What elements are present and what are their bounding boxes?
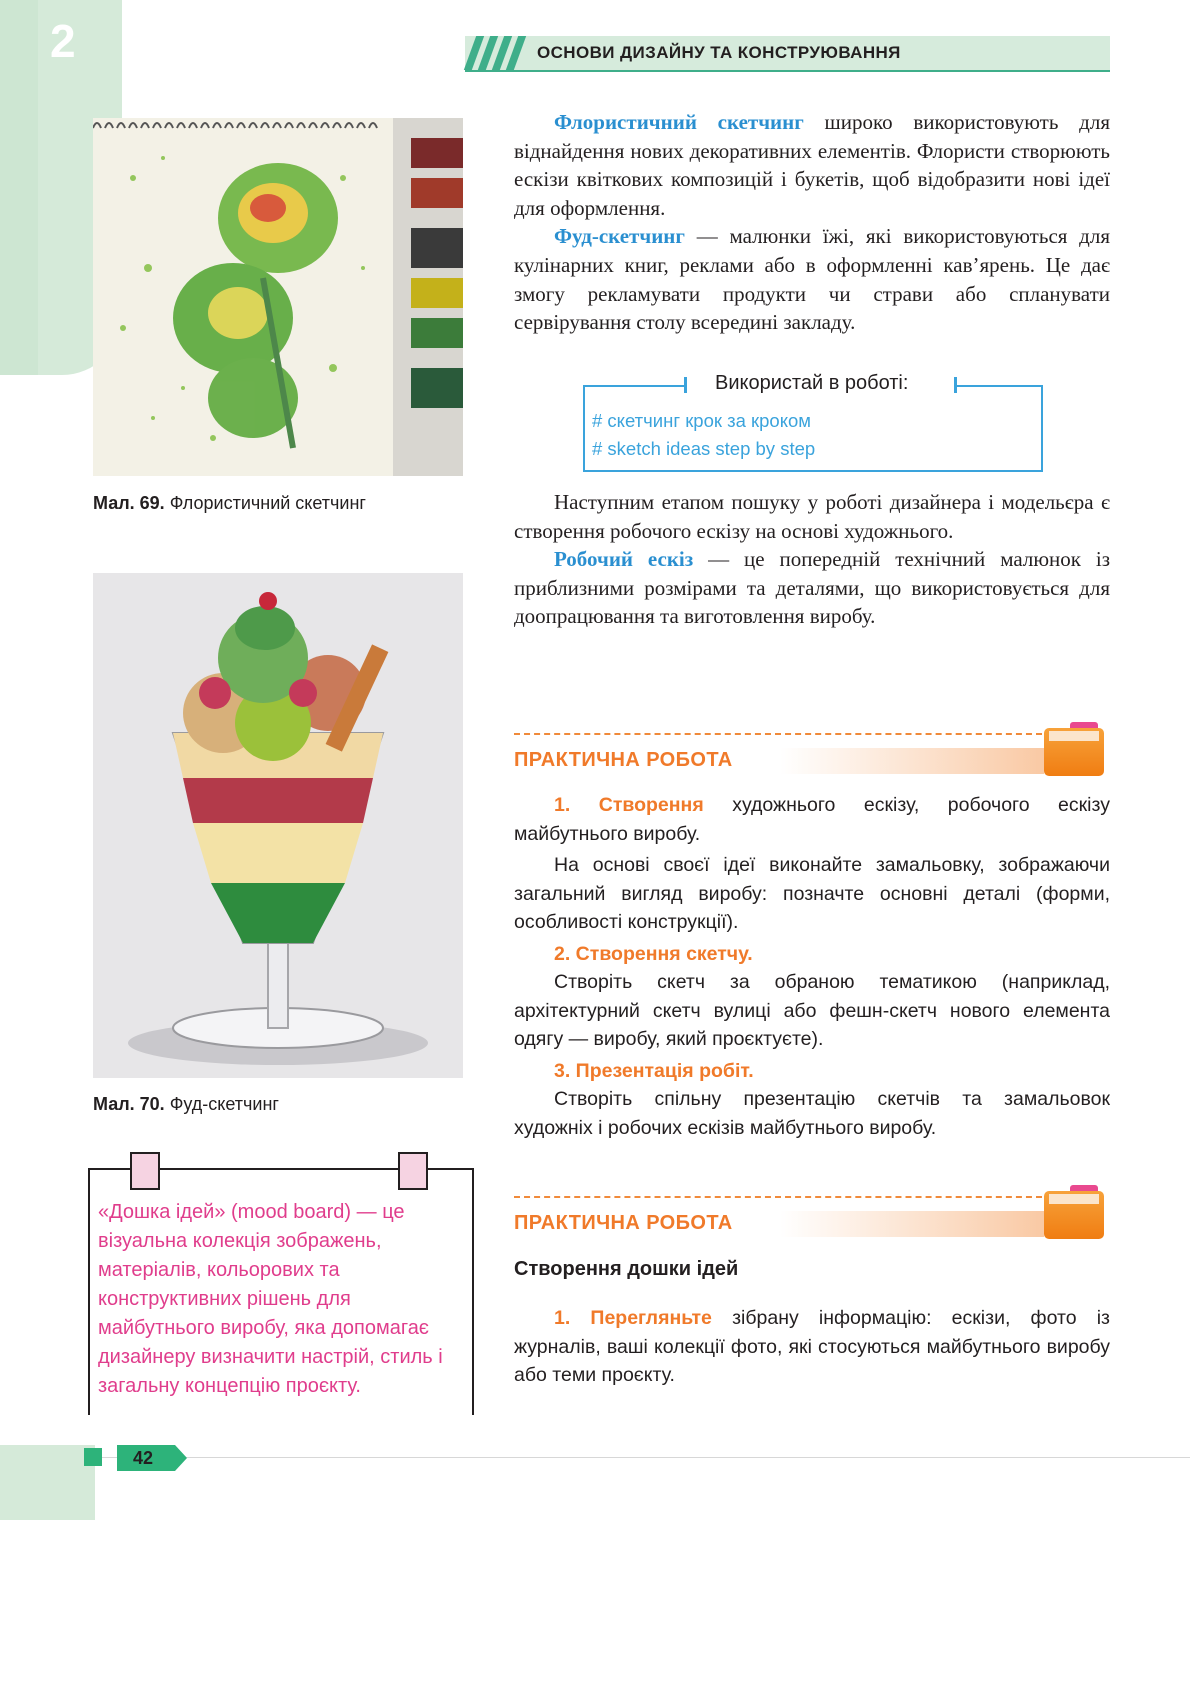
term-food-sketching: Фуд-скетчинг — [554, 224, 685, 249]
page-number: 42 — [133, 1448, 154, 1468]
hashtag-link[interactable]: # sketch ideas step by step — [592, 438, 816, 459]
footer-side-band — [0, 1445, 95, 1520]
folder-icon — [1044, 722, 1104, 774]
step-3-body: Створіть спільну презентацію скетчів та замальовок художніх і робочих ескізів майбутнього виробу. — [514, 1088, 1110, 1139]
practical-divider — [514, 733, 1042, 735]
chapter-side-band-inner — [0, 0, 38, 375]
mood-board-definition: «Дошка ідей» (mood board) — це візуальна колекція зображень, матеріалів, кольорових та конструктивних рішень для майбутнього виробу, яка допомагає дизайнеру визначити настрій, стиль і загальну концепцію проєкту. — [98, 1201, 443, 1397]
box-top-line — [955, 385, 1041, 387]
paragraph-next-stage: Наступним етапом пошуку у роботі дизайнера і модельєра є створення робочого ескізу на основі художнього. — [514, 490, 1110, 543]
step-1-body: На основі своєї ідеї виконайте замальовку, зображаючи загальний вигляд виробу: позначте основні деталі (форми, особливості конструкції). — [514, 854, 1110, 933]
section-title: ОСНОВИ ДИЗАЙНУ ТА КОНСТРУЮВАННЯ — [537, 43, 901, 62]
footer-line — [95, 1457, 1190, 1458]
practical-2-content — [514, 1304, 1110, 1390]
paragraph-working-sketch — [514, 545, 1110, 631]
practical-divider — [514, 1196, 1042, 1198]
chapter-number: 2 — [50, 15, 76, 67]
step-1 — [514, 791, 1110, 848]
step-3-heading: 3. Презентація робіт. — [554, 1059, 754, 1082]
practical-work-heading: ПРАКТИЧНА РОБОТА — [514, 1212, 733, 1234]
step-1-heading: 1. Створення — [554, 794, 704, 816]
step-1-heading: 1. Перегляньте — [554, 1307, 712, 1329]
practical-1-content — [514, 791, 1110, 1142]
paragraph-text: широко використовують для віднайдення нових декоративних елементів. Флористи створюють ескізи квіткових композицій і букетів, щоб відобразити нові ідеї для оформлення. — [514, 110, 1111, 220]
step-2-heading: 2. Створення скетчу. — [554, 942, 753, 965]
box-tick — [684, 377, 687, 393]
figure-69-caption — [93, 491, 366, 515]
body-text-top — [514, 108, 1110, 337]
pushpin-icon — [130, 1152, 160, 1190]
floristic-sketch-image — [93, 118, 463, 476]
figure-70-caption — [93, 1092, 279, 1116]
term-floristic-sketching: Флористичний скетчинг — [554, 110, 804, 134]
body-text-middle — [514, 488, 1110, 631]
folder-icon — [1044, 1185, 1104, 1237]
use-in-work-title: Використай в роботі: — [715, 372, 909, 394]
figure-69-text: Флористичний скетчинг — [169, 493, 366, 513]
figure-69-label: Мал. 69. — [93, 493, 165, 513]
box-top-line — [583, 385, 685, 387]
paragraph-food — [514, 222, 1110, 336]
box-tick — [954, 377, 957, 393]
footer-square — [84, 1448, 102, 1466]
term-working-sketch: Робочий ескіз — [554, 547, 694, 572]
figure-70-text: Фуд-скетчинг — [169, 1094, 279, 1114]
paragraph-floristic — [514, 108, 1110, 222]
step-1-text: зібрану інформацію: ескізи, фото із журналів, ваші колекції фото, які стосуються майбутнього виробу або теми проєкту. — [514, 1307, 1110, 1386]
step-2-body: Створіть скетч за обраною тематикою (наприклад, архітектурний скетч вулиці або фешн-скетч нового елемента одягу — виробу, який проєктуєте). — [514, 971, 1110, 1050]
food-sketch-image — [93, 573, 463, 1078]
hashtag-link[interactable]: # скетчинг крок за кроком — [592, 410, 812, 431]
header-underline — [465, 70, 1110, 72]
practical-2-subheading: Створення дошки ідей — [514, 1258, 739, 1280]
practical-work-heading: ПРАКТИЧНА РОБОТА — [514, 749, 733, 771]
step-1-text: художнього ескізу, робочого ескізу майбутнього виробу. — [514, 794, 1110, 845]
paragraph-text: — це попередній технічний малюнок із приблизними розмірами та деталями, що використовується для доопрацювання та виготовлення виробу. — [514, 547, 1110, 629]
paragraph-text: — малюнки їжі, які використовуються для кулінарних книг, реклами або в оформленні кав’ярень. Це дає змогу рекламувати продукти чи страви або спланувати сервірування столу всередині закладу. — [514, 224, 1110, 335]
practical-gradient — [780, 748, 1044, 774]
pushpin-icon — [398, 1152, 428, 1190]
folder-paper — [1049, 1194, 1099, 1204]
folder-paper — [1049, 731, 1099, 741]
practical-gradient — [780, 1211, 1044, 1237]
step-1 — [514, 1304, 1110, 1390]
figure-70-label: Мал. 70. — [93, 1094, 165, 1114]
